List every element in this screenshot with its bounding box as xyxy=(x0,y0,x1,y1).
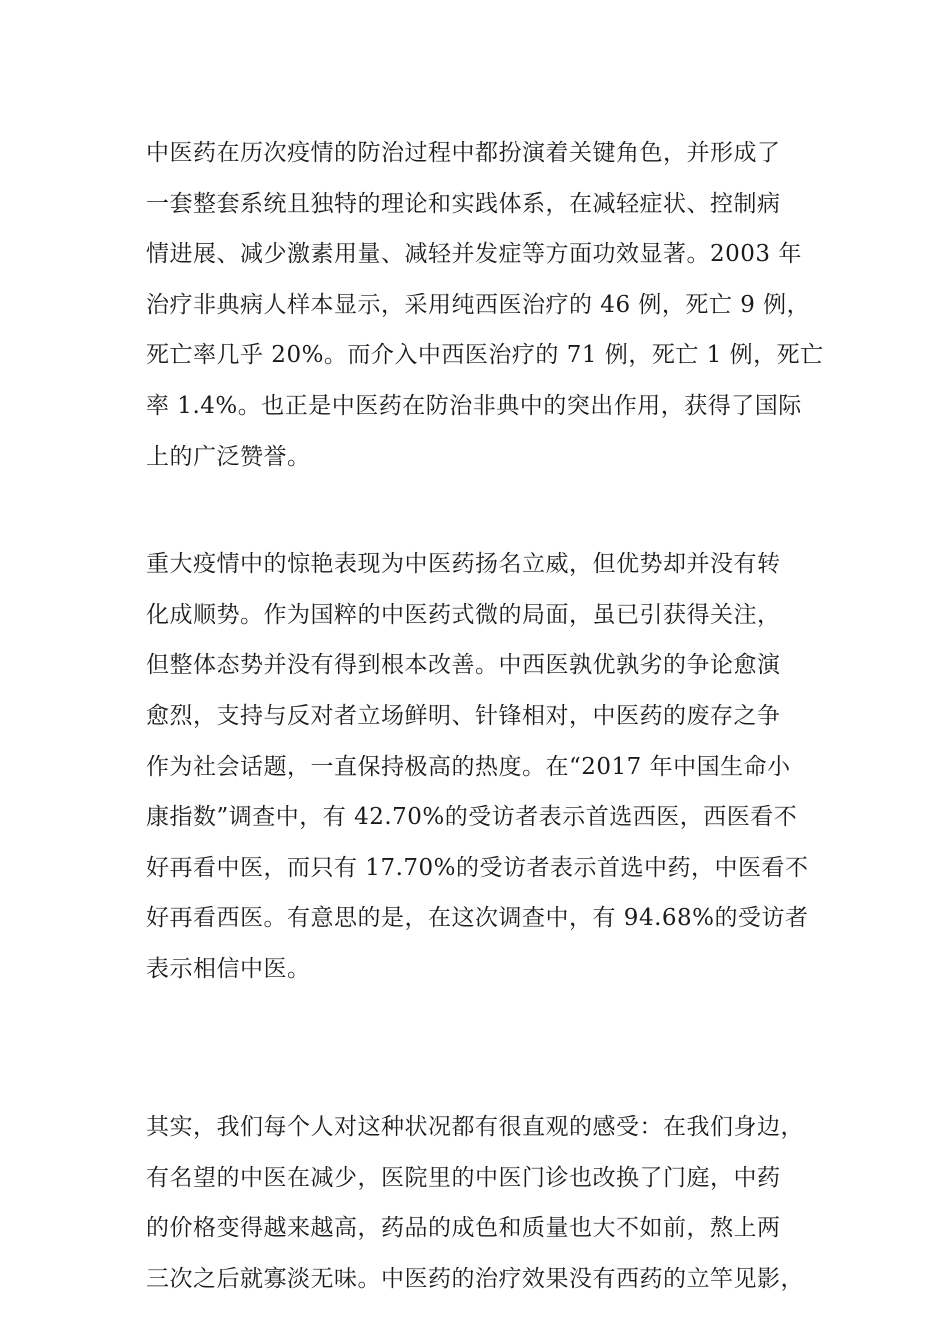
text-line: 作为社会话题，一直保持极高的热度。在“2017 年中国生命小 xyxy=(146,753,791,780)
text-line: 其实，我们每个人对这种状况都有很直观的感受：在我们身边， xyxy=(146,1114,804,1141)
paragraph-spacer xyxy=(146,482,826,539)
text-line: 一套整套系统且独特的理论和实践体系，在减轻症状、控制病 xyxy=(146,190,781,217)
text-line: 愈烈，支持与反对者立场鲜明、针锋相对，中医药的废存之争 xyxy=(146,702,781,729)
text-line: 有名望的中医在减少，医院里的中医门诊也改换了门庭，中药 xyxy=(146,1164,781,1191)
text-line: 但整体态势并没有得到根本改善。中西医孰优孰劣的争论愈演 xyxy=(146,652,781,679)
text-line: 好再看西医。有意思的是，在这次调查中，有 94.68%的受访者 xyxy=(146,905,809,932)
paragraph-tcm-role xyxy=(146,128,826,482)
paragraph-tcm-debate xyxy=(146,539,826,1045)
paragraph-personal-experience xyxy=(146,1102,826,1304)
text-line: 情进展、减少激素用量、减轻并发症等方面功效显著。2003 年 xyxy=(146,241,802,268)
text-line: 治疗非典病人样本显示，采用纯西医治疗的 46 例，死亡 9 例， xyxy=(146,291,811,318)
text-line: 三次之后就寡淡无味。中医药的治疗效果没有西药的立竿见影， xyxy=(146,1265,804,1292)
text-line: 上的广泛赞誉。 xyxy=(146,443,311,470)
text-line: 康指数”调查中，有 42.70%的受访者表示首选西医，西医看不 xyxy=(146,804,798,831)
text-line: 的价格变得越来越高，药品的成色和质量也大不如前，熬上两 xyxy=(146,1215,781,1242)
text-line: 表示相信中医。 xyxy=(146,955,311,982)
text-line: 好再看中医，而只有 17.70%的受访者表示首选中药，中医看不 xyxy=(146,854,809,881)
text-line xyxy=(146,995,826,1046)
text-line: 中医药在历次疫情的防治过程中都扮演着关键角色，并形成了 xyxy=(146,140,781,166)
text-line: 化成顺势。作为国粹的中医药式微的局面，虽已引获得关注， xyxy=(146,601,781,628)
text-line: 率 1.4%。也正是中医药在防治非典中的突出作用，获得了国际 xyxy=(146,392,802,419)
document-body xyxy=(146,128,826,1304)
text-line: 重大疫情中的惊艳表现为中医药扬名立威，但优势却并没有转 xyxy=(146,551,781,578)
paragraph-spacer xyxy=(146,1045,826,1102)
text-line: 死亡率几乎 20%。而介入中西医治疗的 71 例，死亡 1 例，死亡 xyxy=(146,342,824,369)
